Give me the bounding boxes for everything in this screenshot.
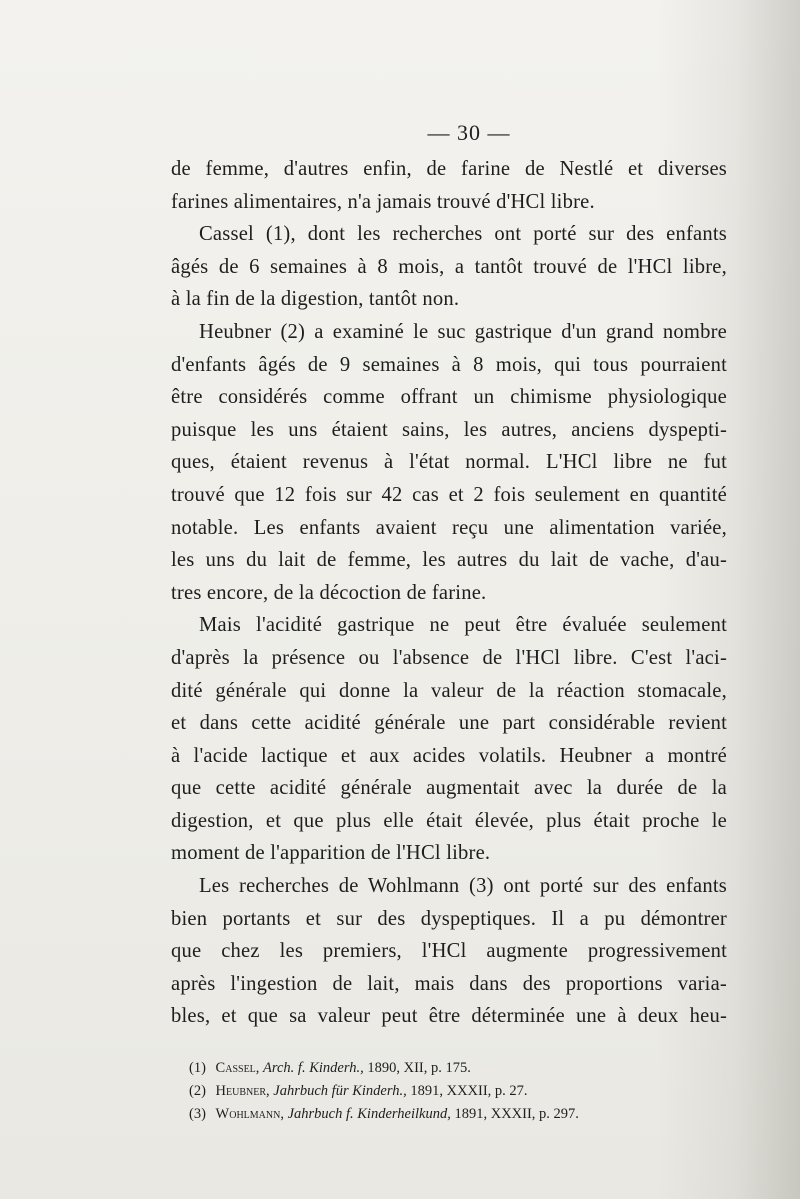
footnote	[189, 1080, 727, 1103]
footnote-author: Wohlmann,	[215, 1106, 284, 1123]
footnote	[189, 1103, 727, 1126]
text-line: les uns du lait de femme, les autres du lait de vache, d'au-	[171, 549, 727, 572]
footnote	[189, 1057, 727, 1080]
footnote-reference: 1890, XII, p. 175.	[367, 1060, 471, 1077]
text-line: ques, étaient revenus à l'état normal. L'HCl libre ne fut	[171, 451, 727, 474]
text-line: Mais l'acidité gastrique ne peut être évaluée seulement	[199, 614, 727, 637]
text-line: après l'ingestion de lait, mais dans des proportions varia-	[171, 972, 727, 995]
text-line: que cette acidité générale augmentait avec la durée de la	[171, 777, 727, 800]
paragraph-wohlmann	[171, 870, 727, 1033]
footnote-number: (2)	[189, 1083, 206, 1100]
text-line: moment de l'apparition de l'HCl libre.	[171, 842, 491, 865]
text-line: Cassel (1), dont les recherches ont porté sur des enfants	[199, 223, 727, 246]
footnote-reference: 1891, XXXII, p. 297.	[454, 1106, 579, 1123]
footnote-author: Cassel,	[215, 1060, 260, 1077]
text-line: de femme, d'autres enfin, de farine de Nestlé et diverses	[171, 158, 727, 180]
footnote-journal: Arch. f. Kinderh.,	[263, 1060, 364, 1077]
footnote-number: (3)	[189, 1106, 206, 1123]
text-line: à l'acide lactique et aux acides volatils. Heubner a montré	[171, 744, 727, 767]
footnote-journal: Jahrbuch f. Kinderheilkund,	[287, 1106, 451, 1123]
text-line: être considérés comme offrant un chimisme physiologique	[171, 386, 727, 409]
text-line: bien portants et sur des dyspeptiques. Il a pu démontrer	[171, 907, 727, 930]
text-line: Les recherches de Wohlmann (3) ont porté sur des enfants	[199, 875, 727, 898]
text-line: Heubner (2) a examiné le suc gastrique d'un grand nombre	[199, 320, 727, 343]
text-line: tres encore, de la décoction de farine.	[171, 581, 487, 604]
text-line: trouvé que 12 fois sur 42 cas et 2 fois seulement en quantité	[171, 483, 727, 506]
text-line: d'après la présence ou l'absence de l'HCl libre. C'est l'aci-	[171, 646, 727, 669]
paragraph-continuation	[171, 153, 727, 218]
footnote-reference: 1891, XXXII, p. 27.	[410, 1083, 528, 1100]
text-line: notable. Les enfants avaient reçu une alimentation variée,	[171, 516, 727, 539]
text-line: âgés de 6 semaines à 8 mois, a tantôt trouvé de l'HCl libre,	[171, 255, 727, 278]
paragraph-acidite	[171, 609, 727, 870]
footnote-author: Heubner,	[215, 1083, 270, 1100]
text-line: bles, et que sa valeur peut être déterminée une à deux heu-	[171, 1005, 727, 1028]
page-text-block	[171, 116, 727, 1126]
page-number: — 30 —	[427, 120, 511, 145]
text-line: dité générale qui donne la valeur de la réaction stomacale,	[171, 679, 727, 702]
text-line: puisque les uns étaient sains, les autres, anciens dyspepti-	[171, 418, 727, 441]
footnote-number: (1)	[189, 1060, 206, 1077]
text-line: farines alimentaires, n'a jamais trouvé d'HCl libre.	[171, 190, 595, 213]
text-line: que chez les premiers, l'HCl augmente progressivement	[171, 940, 727, 963]
paragraph-heubner	[171, 316, 727, 609]
text-line: d'enfants âgés de 9 semaines à 8 mois, qui tous pourraient	[171, 353, 727, 376]
footnote-journal: Jahrbuch für Kinderh.,	[273, 1083, 407, 1100]
text-line: à la fin de la digestion, tantôt non.	[171, 288, 460, 311]
text-line: digestion, et que plus elle était élevée, plus était proche le	[171, 809, 727, 832]
paragraph-cassel	[171, 218, 727, 316]
footnotes	[171, 1057, 727, 1126]
text-line: et dans cette acidité générale une part considérable revient	[171, 712, 727, 735]
